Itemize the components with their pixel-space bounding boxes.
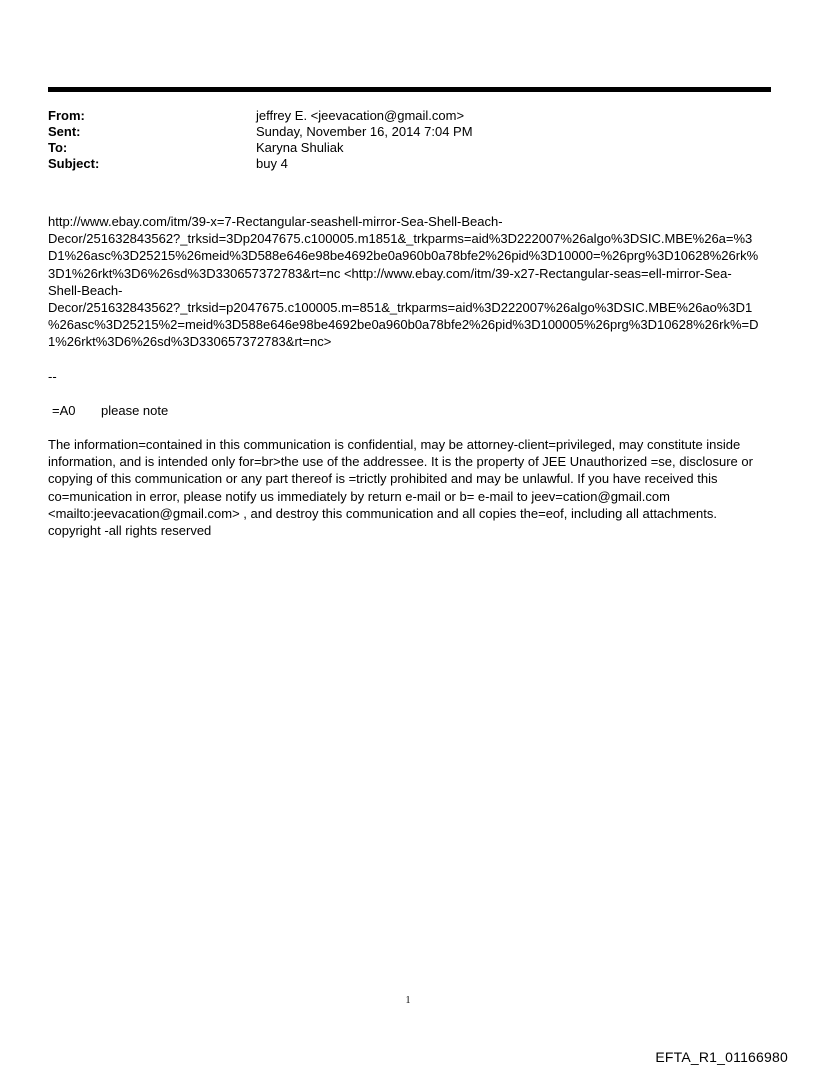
email-header (48, 108, 771, 172)
url-line: Decor/251632843562?_trksid=p2047675.c100005.m=851&_trkparms=aid%3D222007%26algo%3DSIC.MBE%26ao%3D1 (48, 300, 753, 316)
sent-value: Sunday, November 16, 2014 7:04 PM (256, 124, 473, 139)
sent-label: Sent: (48, 124, 81, 139)
subject-label: Subject: (48, 156, 100, 171)
url-line: 3D1%26rkt%3D6%26sd%3D330657372783&rt=nc <http://www.ebay.com/itm/39-x27-Rectangular-seas=ell-mirror-Sea- (48, 265, 732, 281)
url-line: D1%26asc%3D25215%26meid%3D588e646e98be4692be0a960b0a78bfe2%26pid%3D10000=%26prg%3D10628%26rk% (48, 248, 759, 264)
from-value: jeffrey E. <jeevacation@gmail.com> (256, 108, 465, 123)
url-line: http://www.ebay.com/itm/39-x=7-Rectangular-seashell-mirror-Sea-Shell-Beach- (48, 214, 503, 229)
subject-row (48, 156, 771, 172)
email-body (48, 213, 771, 539)
url-line: Decor/251632843562?_trksid=3Dp2047675.c100005.m1851&_trkparms=aid%3D222007%26algo%3DSIC.MBE%26a=%3 (48, 231, 753, 247)
subject-value: buy 4 (256, 156, 288, 171)
ebay-url[interactable] (48, 213, 771, 351)
confidentiality-disclaimer: The information=contained in this communication is confidential, may be attorney-client=privileged, may constitute inside information, and is intended only for=br>the use of the addressee. It is the property of JEE Unauthorized =se, disclosure or copying of this communication or any part thereof is =trictly prohibited and may be unlawful. If you have received this co=munication in error, please notify us immediately by return e-mail or b= e-mail to jeev=cation@gmail.com <mailto:jeevacation@gmail.com> , and destroy this communication and all copies the=eof, including all attachments. copyright -all rights reserved (48, 437, 753, 539)
header-rule (48, 87, 771, 92)
signature-separator: -- (48, 368, 57, 384)
document-id: EFTA_R1_01166980 (655, 1049, 788, 1065)
url-line: %26asc%3D25215%2=meid%3D588e646e98be4692be0a960b0a78bfe2%26pid%3D100005%26prg%3D10628%26rk%=D (48, 317, 759, 333)
to-row (48, 140, 771, 156)
url-line: 1%26rkt%3D6%26sd%3D330657372783&rt=nc> (48, 334, 332, 350)
note-text: please note (101, 402, 169, 418)
to-label: To: (48, 140, 68, 155)
from-label: From: (48, 108, 85, 123)
to-value: Karyna Shuliak (256, 140, 344, 155)
sent-row (48, 124, 771, 140)
note-line (48, 402, 771, 419)
url-line: Shell-Beach- (48, 282, 123, 298)
from-row (48, 108, 771, 124)
page-number: 1 (405, 995, 411, 1006)
note-code: =A0 (52, 402, 76, 418)
